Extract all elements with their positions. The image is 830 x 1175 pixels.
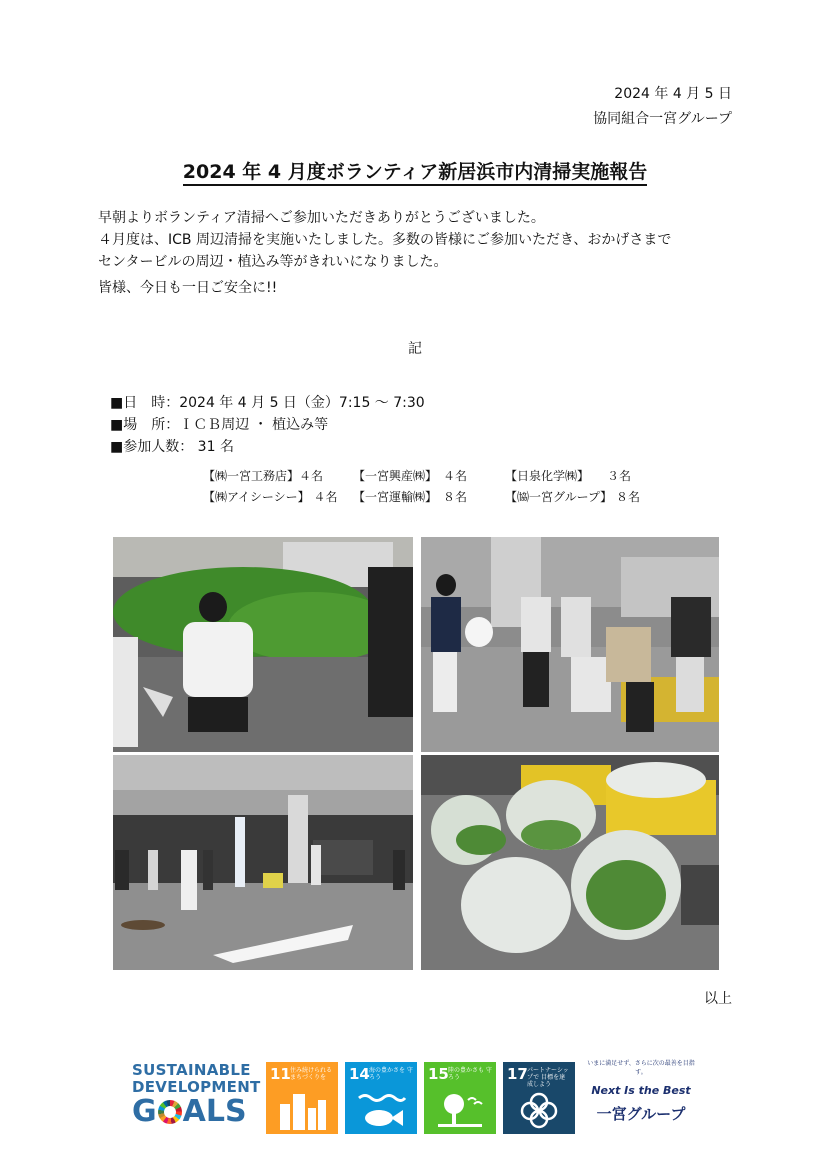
sdg-goal-11	[266, 1062, 338, 1134]
report-title	[0, 157, 830, 184]
body-line: センタービルの周辺・植込み等がきれいになりました。	[98, 254, 448, 270]
goal-number: 15	[428, 1065, 449, 1083]
participant-row	[203, 466, 655, 487]
sdg-line1: SUSTAINABLE	[132, 1061, 251, 1079]
goal-number: 11	[270, 1065, 291, 1083]
sdg-goal-17	[503, 1062, 575, 1134]
body-line: ４月度は、ICB 周辺清掃を実施いたしました。多数の皆様にご参加いただき、おかげさまで	[98, 232, 672, 248]
organization-name: 協同組合一宮グループ	[593, 111, 732, 127]
participant-cell: 【日泉化学㈱】 ３名	[505, 469, 632, 483]
photo-collected-bags	[421, 755, 719, 970]
brand-name: 一宮グループ	[596, 1105, 686, 1123]
report-body	[98, 207, 738, 299]
sdg-goal-14	[345, 1062, 417, 1134]
goal-label: 海の豊かさを 守ろう	[369, 1067, 413, 1081]
participant-cell: 【㈱アイシーシー】 ４名	[203, 490, 338, 504]
detail-datetime: ■日 時：2024 年 4 月 5 日（金）7:15 ～ 7:30	[110, 395, 425, 411]
sdg-wheel-icon	[158, 1100, 182, 1124]
photo-group-bags	[421, 537, 719, 752]
closing-text: 以上	[704, 991, 732, 1007]
photo-parking-group	[113, 755, 413, 970]
brand-slogan: Next Is the Best	[591, 1084, 691, 1097]
sdg-goals-word	[132, 1096, 260, 1128]
participant-table	[203, 466, 655, 508]
sdg-als-letters: ALS	[182, 1094, 247, 1129]
participant-cell: 【㈿一宮グループ】 ８名	[505, 490, 640, 504]
goal-label: 陸の豊かさも 守ろう	[448, 1067, 492, 1081]
photo-hedge-cleaning	[113, 537, 413, 752]
brand-arc-text: いまに満足せず、さらに次の最善を目指す。	[587, 1060, 695, 1076]
participant-cell: 【一宮興産㈱】 ４名	[353, 469, 468, 483]
body-line: 早朝よりボランティア清掃へご参加いただきありがとうございました。	[98, 210, 545, 226]
fish-icon	[355, 1090, 407, 1130]
partnership-icon	[513, 1090, 565, 1130]
goal-number: 14	[349, 1065, 370, 1083]
report-title-text: 2024 年 4 月度ボランティア新居浜市内清掃実施報告	[183, 161, 647, 186]
detail-participants: ■参加人数： 31 名	[110, 439, 234, 455]
city-icon	[276, 1090, 328, 1130]
sdg-goal-15	[424, 1062, 496, 1134]
tree-icon	[434, 1090, 486, 1130]
participant-cell: 【一宮運輸㈱】 ８名	[353, 490, 468, 504]
details-list	[110, 392, 425, 458]
detail-place: ■場 所：ＩＣＢ周辺 ・ 植込み等	[110, 417, 329, 433]
body-line: 皆様、今日も一日ご安全に!!	[98, 280, 278, 296]
participant-cell: 【㈱一宮工務店】４名	[203, 469, 324, 483]
sdg-g-letter: G	[132, 1094, 157, 1129]
goal-label: 住み続けられる まちづくりを	[290, 1067, 333, 1081]
report-date: 2024 年 4 月 5 日	[614, 86, 732, 102]
sdg-logo	[132, 1062, 260, 1132]
company-brand	[586, 1058, 696, 1130]
sdg-line2: DEVELOPMENT	[132, 1078, 261, 1096]
goal-label: パートナーシップで 目標を達成しよう	[527, 1067, 569, 1088]
goal-number: 17	[507, 1065, 528, 1083]
participant-row	[203, 487, 655, 508]
ki-heading: 記	[408, 341, 422, 357]
